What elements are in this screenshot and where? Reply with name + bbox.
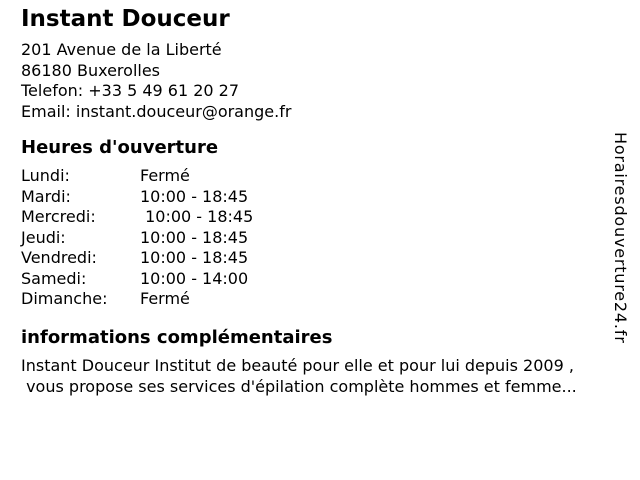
hours-row bbox=[21, 228, 640, 249]
day-hours: Fermé bbox=[140, 289, 190, 308]
day-label: Dimanche: bbox=[21, 289, 108, 308]
hours-row bbox=[21, 248, 640, 269]
hours-row bbox=[21, 269, 640, 290]
day-hours: 10:00 - 18:45 bbox=[140, 248, 249, 267]
address-phone: Telefon: +33 5 49 61 20 27 bbox=[21, 81, 240, 100]
hours-table bbox=[21, 166, 640, 310]
hours-row bbox=[21, 187, 640, 208]
day-label: Vendredi: bbox=[21, 248, 97, 267]
address-street: 201 Avenue de la Liberté bbox=[21, 40, 222, 59]
hours-row bbox=[21, 289, 640, 310]
hours-heading: Heures d'ouverture bbox=[21, 137, 219, 158]
day-hours: 10:00 - 18:45 bbox=[140, 186, 249, 206]
day-label: Mercredi: bbox=[21, 207, 96, 226]
day-hours: 10:00 - 18:45 bbox=[140, 207, 254, 226]
day-label: Samedi: bbox=[21, 268, 87, 288]
watermark-vertical-text: Horairesdouverture24.fr bbox=[611, 132, 630, 344]
day-hours: Fermé bbox=[140, 166, 190, 185]
address-city: 86180 Buxerolles bbox=[21, 60, 161, 80]
day-label: Jeudi: bbox=[21, 227, 66, 247]
address-email: Email: instant.douceur@orange.fr bbox=[21, 101, 292, 121]
info-text bbox=[21, 355, 640, 397]
day-label: Mardi: bbox=[21, 186, 71, 206]
day-label: Lundi: bbox=[21, 166, 70, 185]
day-hours: 10:00 - 14:00 bbox=[140, 268, 249, 288]
day-hours: 10:00 - 18:45 bbox=[140, 227, 249, 247]
hours-row bbox=[21, 166, 640, 187]
hours-row bbox=[21, 207, 640, 228]
info-text-line1: Instant Douceur Institut de beauté pour elle et pour lui depuis 2009 , bbox=[21, 355, 574, 375]
page-title: Instant Douceur bbox=[21, 6, 230, 32]
info-heading: informations complémentaires bbox=[21, 326, 333, 348]
address-block bbox=[21, 40, 640, 122]
info-text-line2: vous propose ses services d'épilation complète hommes et femme... bbox=[21, 376, 577, 396]
